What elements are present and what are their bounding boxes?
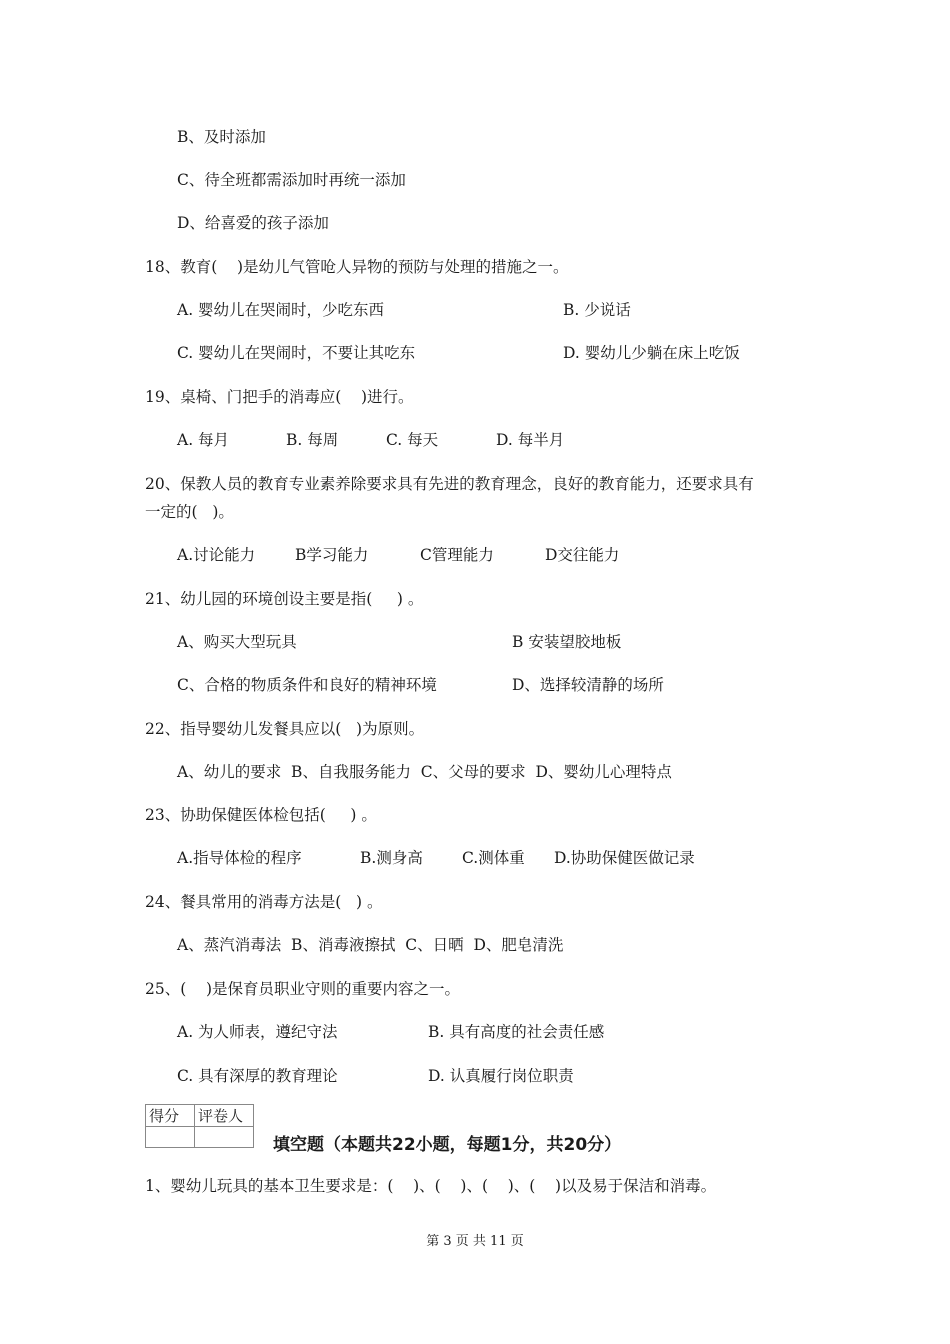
section-title: 填空题（本题共22小题，每题1分，共20分） xyxy=(273,1135,622,1155)
q24-stem: 24、餐具常用的消毒方法是( ) 。 xyxy=(145,893,383,911)
q25-option-d: D. 认真履行岗位职责 xyxy=(428,1067,574,1085)
grader-label: 评卷人 xyxy=(195,1105,254,1127)
q17-option-b: B、及时添加 xyxy=(177,128,266,146)
q25-option-b: B. 具有高度的社会责任感 xyxy=(428,1023,605,1041)
q18-stem: 18、教育( )是幼儿气管呛人异物的预防与处理的措施之一。 xyxy=(145,258,569,276)
q18-option-b: B. 少说话 xyxy=(563,301,631,319)
q23-option-c: C.测体重 xyxy=(462,849,525,867)
q20-option-d: D交往能力 xyxy=(545,546,620,564)
q23-stem: 23、协助保健医体检包括( ) 。 xyxy=(145,806,377,824)
q20-stem-line1: 20、保教人员的教育专业素养除要求具有先进的教育理念，良好的教育能力，还要求具有 xyxy=(145,475,754,493)
q22-stem: 22、指导婴幼儿发餐具应以( )为原则。 xyxy=(145,720,425,738)
q25-option-a: A. 为人师表，遵纪守法 xyxy=(177,1023,338,1041)
q24-options: A、蒸汽消毒法 B、消毒液擦拭 C、日晒 D、肥皂清洗 xyxy=(177,936,564,954)
q20-option-a: A.讨论能力 xyxy=(177,546,256,564)
q21-option-b: B 安装望胶地板 xyxy=(512,633,622,651)
q19-option-b: B. 每周 xyxy=(286,431,339,449)
q22-options: A、幼儿的要求 B、自我服务能力 C、父母的要求 D、婴幼儿心理特点 xyxy=(177,763,672,781)
q20-stem-line2: 一定的( )。 xyxy=(145,503,234,521)
fill1-stem: 1、婴幼儿玩具的基本卫生要求是：( )、( )、( )、( )以及易于保洁和消毒。 xyxy=(145,1177,717,1195)
q18-option-c: C. 婴幼儿在哭闹时，不要让其吃东 xyxy=(177,344,416,362)
q18-option-d: D. 婴幼儿少躺在床上吃饭 xyxy=(563,344,740,362)
q23-option-b: B.测身高 xyxy=(360,849,423,867)
q25-option-c: C. 具有深厚的教育理论 xyxy=(177,1067,338,1085)
q19-option-c: C. 每天 xyxy=(386,431,439,449)
q25-stem: 25、( )是保育员职业守则的重要内容之一。 xyxy=(145,980,461,998)
q20-option-c: C管理能力 xyxy=(420,546,494,564)
score-label: 得分 xyxy=(146,1105,195,1127)
q23-option-d: D.协助保健医做记录 xyxy=(554,849,695,867)
q19-stem: 19、桌椅、门把手的消毒应( )进行。 xyxy=(145,388,414,406)
q21-stem: 21、幼儿园的环境创设主要是指( ) 。 xyxy=(145,590,424,608)
q21-option-a: A、购买大型玩具 xyxy=(177,633,297,651)
q20-option-b: B学习能力 xyxy=(295,546,369,564)
q17-option-c: C、待全班都需添加时再统一添加 xyxy=(177,171,406,189)
q18-option-a: A. 婴幼儿在哭闹时，少吃东西 xyxy=(177,301,385,319)
score-box xyxy=(145,1104,254,1148)
q17-option-d: D、给喜爱的孩子添加 xyxy=(177,214,329,232)
q19-option-d: D. 每半月 xyxy=(496,431,565,449)
q21-option-c: C、合格的物质条件和良好的精神环境 xyxy=(177,676,437,694)
page-footer: 第 3 页 共 11 页 xyxy=(426,1234,524,1249)
q23-option-a: A.指导体检的程序 xyxy=(177,849,302,867)
q21-option-d: D、选择较清静的场所 xyxy=(512,676,664,694)
grader-cell[interactable] xyxy=(195,1127,254,1148)
q19-option-a: A. 每月 xyxy=(177,431,230,449)
score-cell[interactable] xyxy=(146,1127,195,1148)
